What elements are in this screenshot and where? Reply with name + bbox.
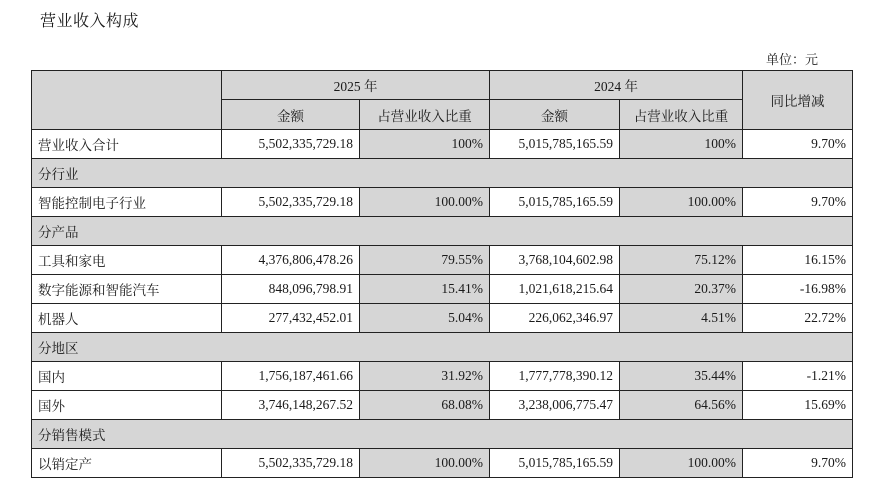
ratio-prior-cell: 20.37% (620, 275, 743, 304)
row-label-cell: 工具和家电 (32, 246, 222, 275)
table-body (32, 130, 853, 478)
row-label-cell: 机器人 (32, 304, 222, 333)
amount-prior-cell: 5,015,785,165.59 (490, 188, 620, 217)
ratio-current-cell: 68.08% (360, 391, 490, 420)
ratio-current-cell: 100.00% (360, 449, 490, 478)
header-blank-cell (32, 71, 222, 130)
header-ratio-current: 占营业收入比重 (360, 100, 490, 130)
section-row (32, 333, 853, 362)
ratio-prior-cell: 64.56% (620, 391, 743, 420)
table-row (32, 246, 853, 275)
ratio-current-cell: 31.92% (360, 362, 490, 391)
ratio-current-cell: 5.04% (360, 304, 490, 333)
row-label-cell: 营业收入合计 (32, 130, 222, 159)
yoy-cell: 9.70% (743, 130, 853, 159)
yoy-cell: 9.70% (743, 188, 853, 217)
amount-current-cell: 5,502,335,729.18 (222, 130, 360, 159)
revenue-table (31, 70, 853, 478)
amount-current-cell: 5,502,335,729.18 (222, 449, 360, 478)
section-row (32, 420, 853, 449)
header-amount-current: 金额 (222, 100, 360, 130)
section-row (32, 159, 853, 188)
ratio-current-cell: 79.55% (360, 246, 490, 275)
section-row (32, 217, 853, 246)
section-label: 分产品 (32, 217, 853, 246)
table-row (32, 449, 853, 478)
yoy-cell: -1.21% (743, 362, 853, 391)
row-label-cell: 国外 (32, 391, 222, 420)
yoy-cell: 16.15% (743, 246, 853, 275)
ratio-current-cell: 100% (360, 130, 490, 159)
row-label-cell: 智能控制电子行业 (32, 188, 222, 217)
section-label: 分销售模式 (32, 420, 853, 449)
ratio-prior-cell: 100% (620, 130, 743, 159)
ratio-prior-cell: 75.12% (620, 246, 743, 275)
section-label: 分行业 (32, 159, 853, 188)
amount-current-cell: 277,432,452.01 (222, 304, 360, 333)
amount-current-cell: 4,376,806,478.26 (222, 246, 360, 275)
ratio-prior-cell: 100.00% (620, 449, 743, 478)
row-label-cell: 数字能源和智能汽车 (32, 275, 222, 304)
ratio-current-cell: 15.41% (360, 275, 490, 304)
page-title: 营业收入构成 (40, 13, 140, 30)
section-label: 分地区 (32, 333, 853, 362)
row-label-cell: 以销定产 (32, 449, 222, 478)
amount-prior-cell: 5,015,785,165.59 (490, 130, 620, 159)
amount-prior-cell: 1,777,778,390.12 (490, 362, 620, 391)
amount-current-cell: 848,096,798.91 (222, 275, 360, 304)
table-row (32, 391, 853, 420)
yoy-cell: 22.72% (743, 304, 853, 333)
header-amount-prior: 金额 (490, 100, 620, 130)
header-year-current: 2025 年 (222, 71, 490, 100)
unit-label: 单位：元 (766, 52, 819, 67)
table-row (32, 130, 853, 159)
ratio-current-cell: 100.00% (360, 188, 490, 217)
table-row (32, 275, 853, 304)
ratio-prior-cell: 35.44% (620, 362, 743, 391)
amount-prior-cell: 5,015,785,165.59 (490, 449, 620, 478)
yoy-cell: 15.69% (743, 391, 853, 420)
table-row (32, 188, 853, 217)
table-row (32, 304, 853, 333)
amount-current-cell: 1,756,187,461.66 (222, 362, 360, 391)
header-year-prior: 2024 年 (490, 71, 743, 100)
amount-current-cell: 3,746,148,267.52 (222, 391, 360, 420)
header-ratio-prior: 占营业收入比重 (620, 100, 743, 130)
amount-prior-cell: 3,238,006,775.47 (490, 391, 620, 420)
ratio-prior-cell: 100.00% (620, 188, 743, 217)
row-label-cell: 国内 (32, 362, 222, 391)
yoy-cell: -16.98% (743, 275, 853, 304)
amount-current-cell: 5,502,335,729.18 (222, 188, 360, 217)
ratio-prior-cell: 4.51% (620, 304, 743, 333)
amount-prior-cell: 1,021,618,215.64 (490, 275, 620, 304)
table-row (32, 362, 853, 391)
amount-prior-cell: 3,768,104,602.98 (490, 246, 620, 275)
yoy-cell: 9.70% (743, 449, 853, 478)
header-row-years (32, 71, 853, 100)
amount-prior-cell: 226,062,346.97 (490, 304, 620, 333)
header-yoy: 同比增减 (743, 71, 853, 130)
